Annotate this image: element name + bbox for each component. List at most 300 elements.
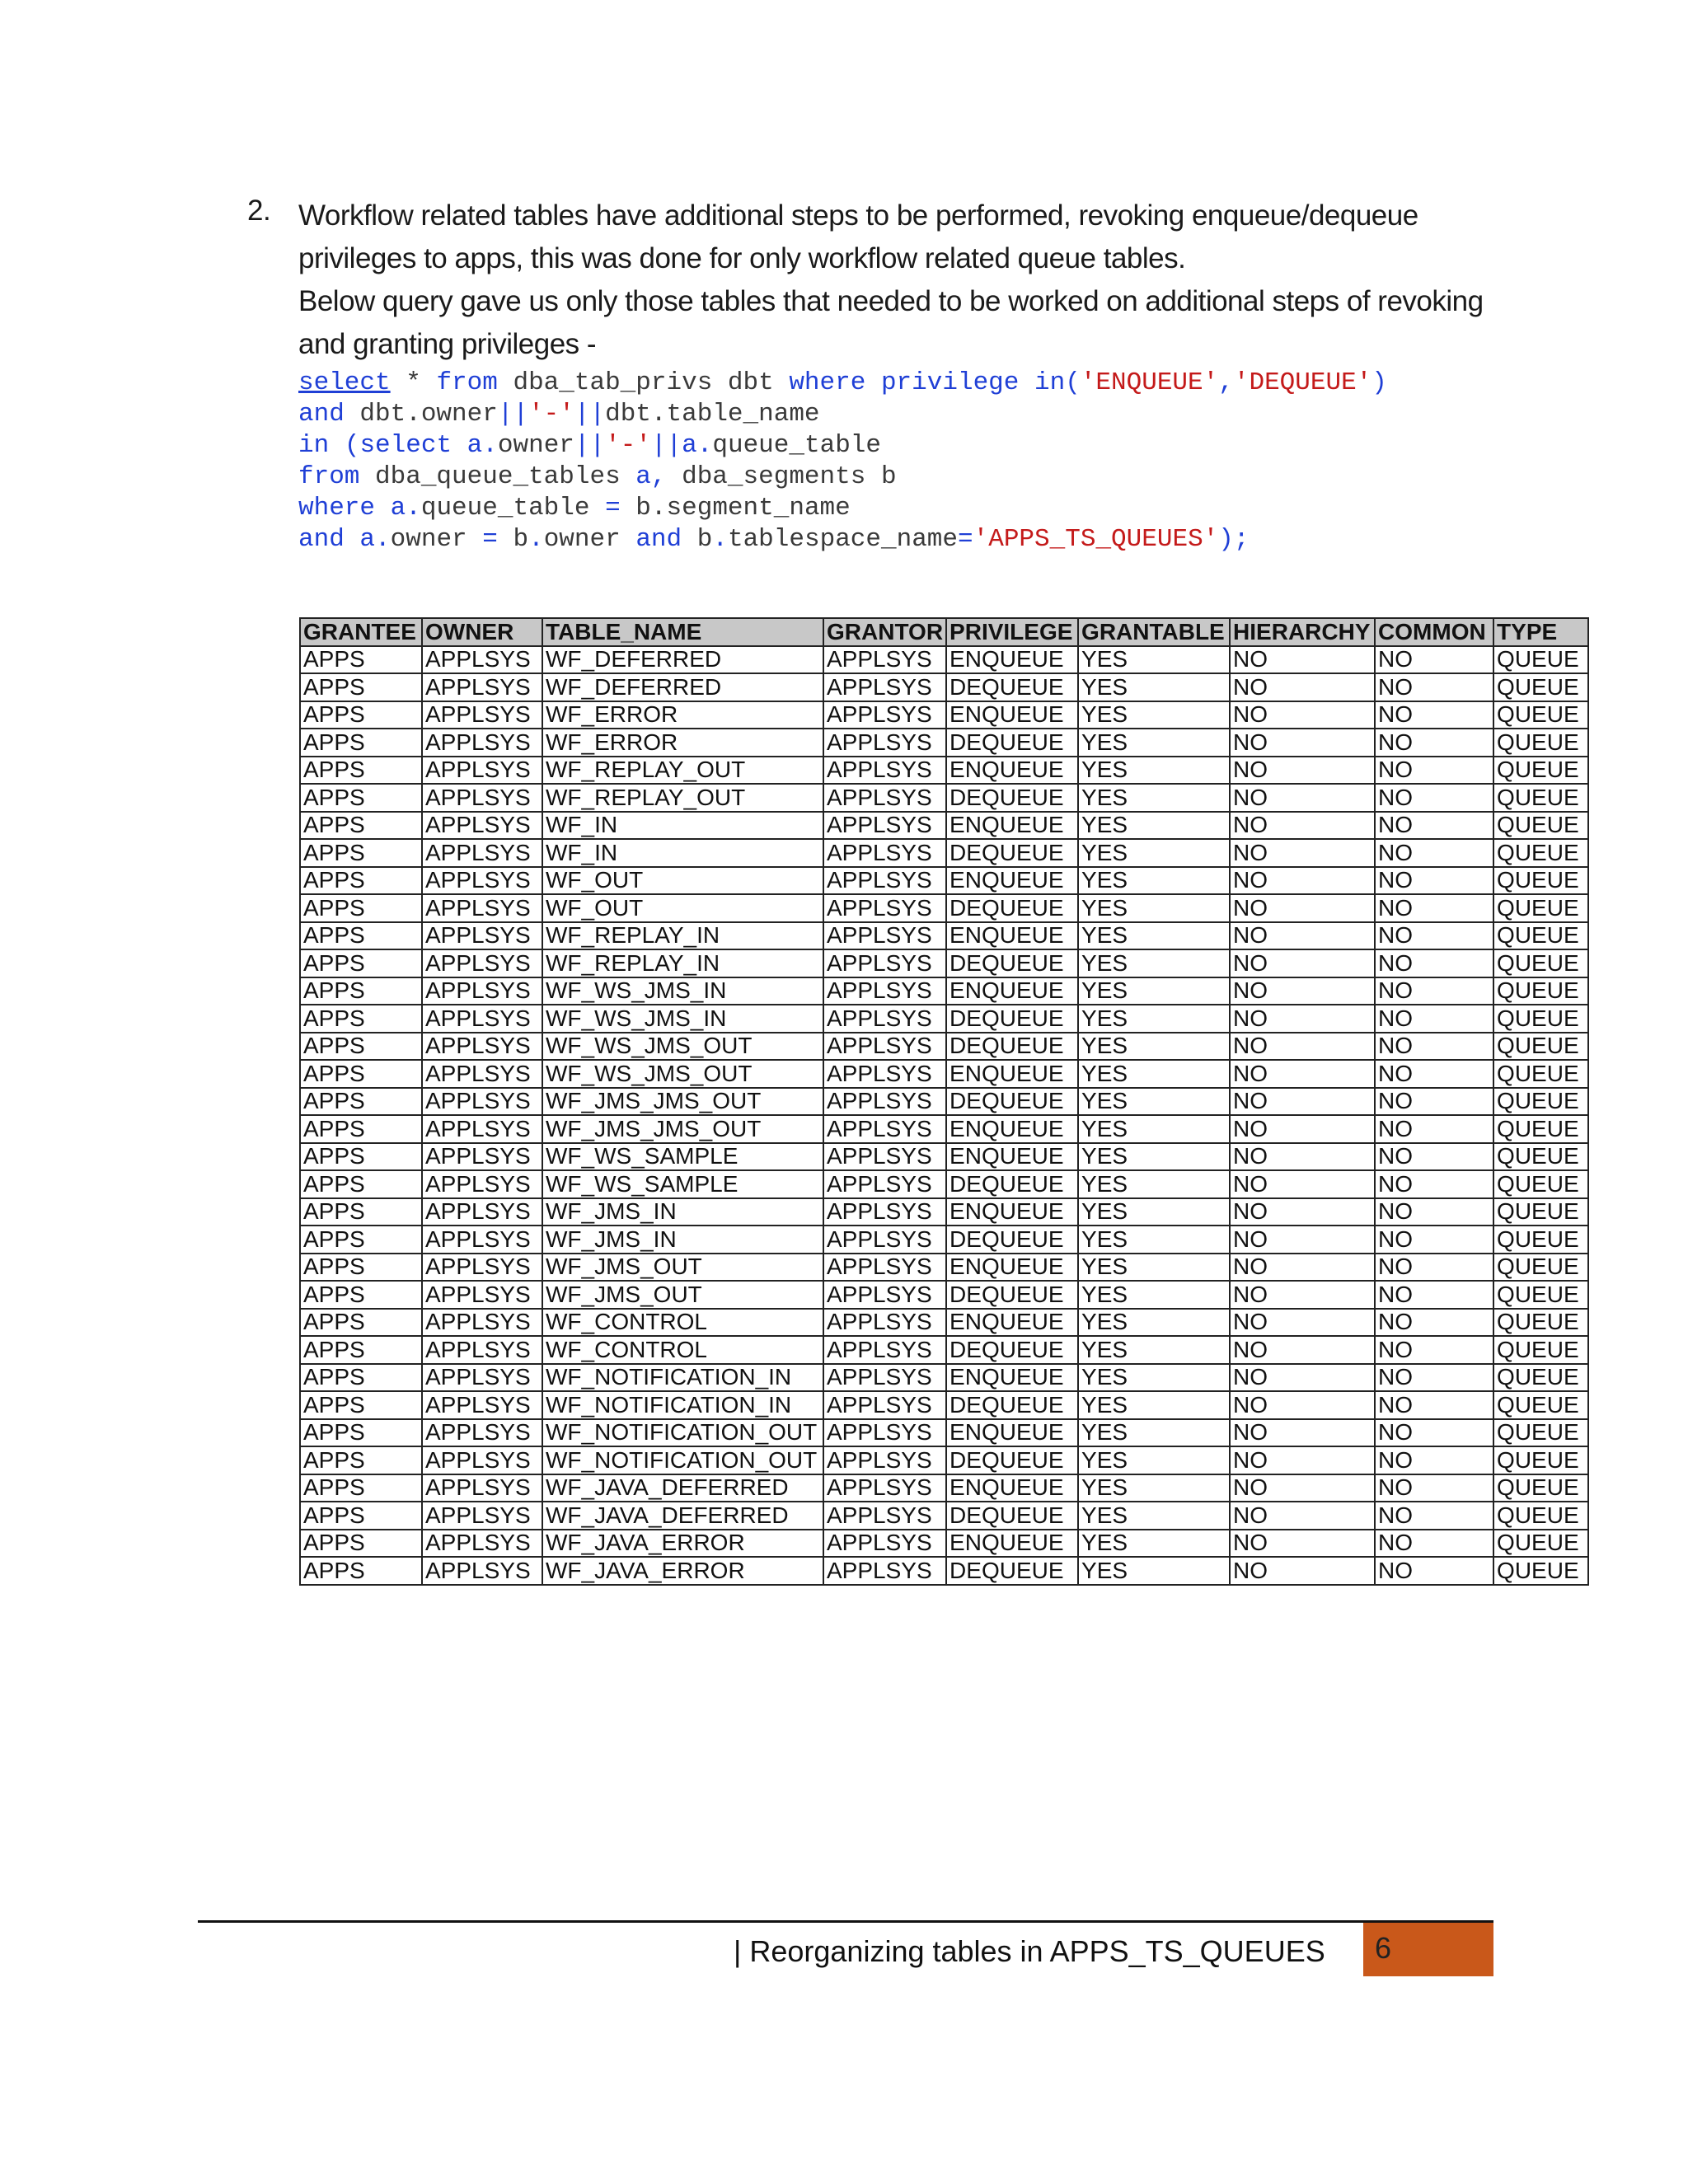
table-cell: YES bbox=[1078, 867, 1230, 895]
table-cell: QUEUE bbox=[1493, 977, 1588, 1005]
table-cell: QUEUE bbox=[1493, 701, 1588, 729]
sql-operator: , bbox=[1218, 368, 1234, 397]
sql-operator: || bbox=[497, 400, 529, 429]
table-cell: ENQUEUE bbox=[946, 1115, 1078, 1143]
table-cell: NO bbox=[1230, 894, 1375, 922]
table-cell: DEQUEUE bbox=[946, 1336, 1078, 1364]
table-cell: NO bbox=[1230, 922, 1375, 950]
table-cell: NO bbox=[1230, 784, 1375, 812]
table-cell: WF_DEFERRED bbox=[542, 646, 823, 674]
table-cell: APPS bbox=[300, 1281, 422, 1309]
table-cell: APPLSYS bbox=[823, 1391, 946, 1419]
table-cell: QUEUE bbox=[1493, 812, 1588, 840]
table-cell: APPLSYS bbox=[422, 894, 542, 922]
table-cell: APPS bbox=[300, 1170, 422, 1198]
sql-text: dba_queue_tables bbox=[359, 462, 636, 491]
sql-keyword: and bbox=[635, 525, 682, 554]
table-cell: DEQUEUE bbox=[946, 1391, 1078, 1419]
table-cell: NO bbox=[1375, 757, 1493, 785]
table-cell: APPLSYS bbox=[422, 977, 542, 1005]
table-row bbox=[300, 1364, 1588, 1392]
column-header: OWNER bbox=[422, 618, 542, 646]
table-cell: WF_OUT bbox=[542, 867, 823, 895]
table-cell: YES bbox=[1078, 757, 1230, 785]
table-cell: APPLSYS bbox=[823, 1033, 946, 1061]
table-cell: WF_WS_JMS_IN bbox=[542, 1005, 823, 1033]
table-cell: APPLSYS bbox=[823, 1281, 946, 1309]
table-cell: YES bbox=[1078, 1530, 1230, 1558]
table-cell: WF_JAVA_ERROR bbox=[542, 1557, 823, 1585]
table-row bbox=[300, 1143, 1588, 1171]
table-cell: ENQUEUE bbox=[946, 1309, 1078, 1337]
table-cell: YES bbox=[1078, 1502, 1230, 1530]
table-cell: APPS bbox=[300, 1446, 422, 1474]
table-cell: QUEUE bbox=[1493, 1309, 1588, 1337]
table-cell: YES bbox=[1078, 1474, 1230, 1502]
table-cell: DEQUEUE bbox=[946, 894, 1078, 922]
sql-keyword: from bbox=[298, 462, 360, 491]
table-cell: QUEUE bbox=[1493, 673, 1588, 701]
table-cell: NO bbox=[1375, 839, 1493, 867]
table-cell: QUEUE bbox=[1493, 1557, 1588, 1585]
table-cell: NO bbox=[1230, 1336, 1375, 1364]
table-cell: QUEUE bbox=[1493, 1170, 1588, 1198]
footer-divider bbox=[198, 1920, 1493, 1923]
table-cell: QUEUE bbox=[1493, 1254, 1588, 1282]
table-cell: WF_IN bbox=[542, 812, 823, 840]
table-cell: ENQUEUE bbox=[946, 867, 1078, 895]
table-cell: QUEUE bbox=[1493, 894, 1588, 922]
table-cell: APPS bbox=[300, 1364, 422, 1392]
sql-keyword: and bbox=[298, 400, 345, 429]
table-cell: APPLSYS bbox=[823, 1143, 946, 1171]
table-cell: NO bbox=[1375, 1474, 1493, 1502]
table-cell: NO bbox=[1230, 977, 1375, 1005]
sql-line-2 bbox=[298, 399, 1387, 430]
table-cell: APPLSYS bbox=[422, 1254, 542, 1282]
table-cell: NO bbox=[1375, 1005, 1493, 1033]
table-cell: YES bbox=[1078, 1391, 1230, 1419]
table-cell: APPLSYS bbox=[823, 784, 946, 812]
table-cell: YES bbox=[1078, 1281, 1230, 1309]
sql-operator: = bbox=[958, 525, 973, 554]
step-line-4: and granting privileges - bbox=[298, 328, 597, 360]
table-cell: APPLSYS bbox=[422, 1226, 542, 1254]
table-row bbox=[300, 1530, 1588, 1558]
table-cell: NO bbox=[1230, 729, 1375, 757]
page-number-box bbox=[1363, 1923, 1493, 1976]
table-cell: DEQUEUE bbox=[946, 1281, 1078, 1309]
table-cell: YES bbox=[1078, 1446, 1230, 1474]
table-cell: NO bbox=[1230, 646, 1375, 674]
table-body bbox=[300, 646, 1588, 1585]
sql-operator: ) bbox=[1372, 368, 1387, 397]
table-cell: APPS bbox=[300, 1088, 422, 1116]
sql-text: queue_table bbox=[712, 431, 882, 460]
table-cell: ENQUEUE bbox=[946, 977, 1078, 1005]
table-row bbox=[300, 1419, 1588, 1447]
table-cell: ENQUEUE bbox=[946, 1254, 1078, 1282]
table-cell: APPLSYS bbox=[823, 1557, 946, 1585]
table-row bbox=[300, 729, 1588, 757]
table-cell: NO bbox=[1375, 1309, 1493, 1337]
table-cell: APPLSYS bbox=[422, 1115, 542, 1143]
table-cell: APPLSYS bbox=[823, 646, 946, 674]
table-cell: QUEUE bbox=[1493, 1364, 1588, 1392]
table-cell: DEQUEUE bbox=[946, 1005, 1078, 1033]
table-cell: APPS bbox=[300, 867, 422, 895]
table-cell: YES bbox=[1078, 1336, 1230, 1364]
sql-alias: a bbox=[682, 431, 697, 460]
sql-operator: ( bbox=[344, 431, 360, 460]
table-cell: NO bbox=[1230, 1474, 1375, 1502]
table-cell: YES bbox=[1078, 839, 1230, 867]
table-cell: APPS bbox=[300, 1391, 422, 1419]
step-line-2: privileges to apps, this was done for only workflow related queue tables. bbox=[298, 242, 1186, 274]
sql-string: '-' bbox=[528, 400, 574, 429]
table-cell: WF_JMS_IN bbox=[542, 1198, 823, 1226]
table-cell: NO bbox=[1230, 1391, 1375, 1419]
table-header-row bbox=[300, 618, 1588, 646]
sql-operator: . bbox=[375, 525, 391, 554]
table-row bbox=[300, 1198, 1588, 1226]
sql-string: '-' bbox=[605, 431, 651, 460]
footer-title: | Reorganizing tables in APPS_TS_QUEUES bbox=[734, 1934, 1325, 1968]
table-cell: APPS bbox=[300, 757, 422, 785]
table-cell: APPLSYS bbox=[422, 757, 542, 785]
table-row bbox=[300, 894, 1588, 922]
table-cell: APPLSYS bbox=[823, 1364, 946, 1392]
table-cell: QUEUE bbox=[1493, 646, 1588, 674]
table-cell: NO bbox=[1375, 1419, 1493, 1447]
table-cell: APPLSYS bbox=[422, 949, 542, 977]
table-cell: APPLSYS bbox=[823, 1005, 946, 1033]
sql-operator: . bbox=[482, 431, 498, 460]
sql-keyword: where bbox=[789, 368, 866, 397]
sql-operator: = bbox=[605, 494, 621, 523]
table-cell: NO bbox=[1375, 784, 1493, 812]
table-cell: QUEUE bbox=[1493, 1060, 1588, 1088]
table-cell: APPLSYS bbox=[422, 1446, 542, 1474]
column-header: COMMON bbox=[1375, 618, 1493, 646]
sql-line-3 bbox=[298, 430, 1387, 462]
table-cell: NO bbox=[1375, 646, 1493, 674]
table-cell: YES bbox=[1078, 1005, 1230, 1033]
table-cell: APPLSYS bbox=[823, 1419, 946, 1447]
table-cell: NO bbox=[1375, 729, 1493, 757]
column-header: HIERARCHY bbox=[1230, 618, 1375, 646]
table-cell: YES bbox=[1078, 1033, 1230, 1061]
table-row bbox=[300, 1005, 1588, 1033]
table-cell: NO bbox=[1230, 949, 1375, 977]
table-cell: QUEUE bbox=[1493, 757, 1588, 785]
table-cell: QUEUE bbox=[1493, 1033, 1588, 1061]
sql-text: tablespace_name bbox=[727, 525, 959, 554]
table-cell: APPLSYS bbox=[823, 1060, 946, 1088]
table-cell: QUEUE bbox=[1493, 1088, 1588, 1116]
table-cell: ENQUEUE bbox=[946, 701, 1078, 729]
table-cell: APPLSYS bbox=[422, 1474, 542, 1502]
table-cell: APPLSYS bbox=[823, 1502, 946, 1530]
table-cell: YES bbox=[1078, 1254, 1230, 1282]
table-cell: APPLSYS bbox=[823, 812, 946, 840]
table-cell: APPS bbox=[300, 1033, 422, 1061]
sql-operator: || bbox=[650, 431, 682, 460]
table-cell: WF_JAVA_DEFERRED bbox=[542, 1474, 823, 1502]
table-cell: WF_JMS_JMS_OUT bbox=[542, 1088, 823, 1116]
table-cell: APPS bbox=[300, 1226, 422, 1254]
table-cell: APPLSYS bbox=[823, 867, 946, 895]
table-cell: APPLSYS bbox=[823, 1198, 946, 1226]
table-cell: APPLSYS bbox=[422, 1391, 542, 1419]
table-cell: APPLSYS bbox=[422, 1033, 542, 1061]
table-cell: NO bbox=[1375, 1143, 1493, 1171]
table-cell: NO bbox=[1375, 1060, 1493, 1088]
sql-operator: . bbox=[406, 494, 421, 523]
table-cell: APPS bbox=[300, 1143, 422, 1171]
table-cell: APPLSYS bbox=[823, 1336, 946, 1364]
table-row bbox=[300, 757, 1588, 785]
table-cell: QUEUE bbox=[1493, 1474, 1588, 1502]
sql-text: owner bbox=[497, 431, 574, 460]
table-cell: NO bbox=[1230, 1115, 1375, 1143]
table-cell: NO bbox=[1230, 867, 1375, 895]
table-row bbox=[300, 646, 1588, 674]
table-cell: APPLSYS bbox=[823, 1170, 946, 1198]
table-cell: QUEUE bbox=[1493, 1446, 1588, 1474]
table-cell: DEQUEUE bbox=[946, 1446, 1078, 1474]
table-cell: APPLSYS bbox=[823, 1254, 946, 1282]
table-cell: APPLSYS bbox=[422, 812, 542, 840]
sql-operator: ( bbox=[1065, 368, 1081, 397]
table-cell: ENQUEUE bbox=[946, 757, 1078, 785]
sql-text: dba_segments b bbox=[666, 462, 897, 491]
table-cell: NO bbox=[1375, 1088, 1493, 1116]
table-cell: QUEUE bbox=[1493, 949, 1588, 977]
table-cell: APPLSYS bbox=[823, 894, 946, 922]
sql-line-5 bbox=[298, 493, 1387, 524]
table-cell: WF_OUT bbox=[542, 894, 823, 922]
sql-text: b bbox=[682, 525, 713, 554]
step-line-1: Workflow related tables have additional steps to be performed, revoking enqueue/dequeue bbox=[298, 199, 1418, 232]
table-cell: WF_WS_SAMPLE bbox=[542, 1170, 823, 1198]
sql-text: b bbox=[497, 525, 529, 554]
table-cell: APPLSYS bbox=[422, 1005, 542, 1033]
table-cell: NO bbox=[1375, 894, 1493, 922]
table-cell: NO bbox=[1230, 673, 1375, 701]
sql-text: queue_table bbox=[420, 494, 606, 523]
table-cell: QUEUE bbox=[1493, 922, 1588, 950]
table-cell: APPLSYS bbox=[422, 1530, 542, 1558]
table-cell: NO bbox=[1375, 1198, 1493, 1226]
table-cell: YES bbox=[1078, 1088, 1230, 1116]
table-cell: WF_WS_JMS_OUT bbox=[542, 1033, 823, 1061]
column-header: PRIVILEGE bbox=[946, 618, 1078, 646]
sql-string: 'ENQUEUE' bbox=[1080, 368, 1219, 397]
table-cell: YES bbox=[1078, 646, 1230, 674]
sql-operator: ); bbox=[1218, 525, 1250, 554]
table-cell: DEQUEUE bbox=[946, 1502, 1078, 1530]
sql-text: * bbox=[390, 368, 437, 397]
table-cell: APPS bbox=[300, 1309, 422, 1337]
table-cell: APPS bbox=[300, 1336, 422, 1364]
table-row bbox=[300, 1281, 1588, 1309]
sql-operator: = bbox=[482, 525, 498, 554]
table-cell: NO bbox=[1230, 1364, 1375, 1392]
table-cell: DEQUEUE bbox=[946, 1226, 1078, 1254]
table-cell: NO bbox=[1230, 1530, 1375, 1558]
table-cell: APPLSYS bbox=[823, 1530, 946, 1558]
table-cell: APPLSYS bbox=[422, 784, 542, 812]
table-cell: NO bbox=[1230, 1557, 1375, 1585]
step-number: 2. bbox=[247, 194, 271, 227]
sql-alias: a, bbox=[635, 462, 667, 491]
table-row bbox=[300, 1170, 1588, 1198]
table-cell: APPLSYS bbox=[422, 867, 542, 895]
sql-keyword: select bbox=[359, 431, 452, 460]
table-cell: QUEUE bbox=[1493, 1419, 1588, 1447]
sql-string: 'APPS_TS_QUEUES' bbox=[973, 525, 1219, 554]
sql-alias: a bbox=[344, 525, 376, 554]
table-cell: APPS bbox=[300, 812, 422, 840]
table-cell: YES bbox=[1078, 1143, 1230, 1171]
table-row bbox=[300, 1309, 1588, 1337]
table-cell: WF_JMS_IN bbox=[542, 1226, 823, 1254]
table-cell: WF_REPLAY_OUT bbox=[542, 757, 823, 785]
table-cell: APPLSYS bbox=[823, 1226, 946, 1254]
table-cell: APPLSYS bbox=[823, 1474, 946, 1502]
table-cell: APPS bbox=[300, 1005, 422, 1033]
table-row bbox=[300, 812, 1588, 840]
table-cell: YES bbox=[1078, 1557, 1230, 1585]
table-row bbox=[300, 784, 1588, 812]
table-cell: WF_REPLAY_IN bbox=[542, 922, 823, 950]
table-cell: ENQUEUE bbox=[946, 1364, 1078, 1392]
table-cell: WF_WS_JMS_IN bbox=[542, 977, 823, 1005]
table-cell: QUEUE bbox=[1493, 1281, 1588, 1309]
table-cell: NO bbox=[1375, 1502, 1493, 1530]
table-cell: YES bbox=[1078, 701, 1230, 729]
table-cell: QUEUE bbox=[1493, 1502, 1588, 1530]
table-cell: APPS bbox=[300, 1419, 422, 1447]
table-cell: NO bbox=[1375, 1391, 1493, 1419]
table-cell: APPS bbox=[300, 949, 422, 977]
table-cell: QUEUE bbox=[1493, 1198, 1588, 1226]
table-cell: NO bbox=[1230, 701, 1375, 729]
sql-text: dbt.table_name bbox=[605, 400, 820, 429]
table-cell: NO bbox=[1230, 1198, 1375, 1226]
table-cell: APPLSYS bbox=[422, 1309, 542, 1337]
table-cell: NO bbox=[1375, 701, 1493, 729]
sql-keyword[interactable]: select bbox=[298, 368, 391, 397]
table-cell: NO bbox=[1230, 1088, 1375, 1116]
table-cell: WF_JAVA_ERROR bbox=[542, 1530, 823, 1558]
table-cell: YES bbox=[1078, 977, 1230, 1005]
table-cell: DEQUEUE bbox=[946, 673, 1078, 701]
table-cell: NO bbox=[1375, 1446, 1493, 1474]
table-row bbox=[300, 867, 1588, 895]
table-cell: APPLSYS bbox=[823, 949, 946, 977]
table-cell: DEQUEUE bbox=[946, 1033, 1078, 1061]
table-cell: ENQUEUE bbox=[946, 1474, 1078, 1502]
table-cell: WF_JMS_OUT bbox=[542, 1254, 823, 1282]
table-cell: NO bbox=[1230, 1060, 1375, 1088]
sql-identifier: privilege bbox=[865, 368, 1034, 397]
table-cell: NO bbox=[1230, 1005, 1375, 1033]
table-cell: NO bbox=[1375, 867, 1493, 895]
table-cell: ENQUEUE bbox=[946, 812, 1078, 840]
table-cell: DEQUEUE bbox=[946, 1170, 1078, 1198]
table-cell: APPS bbox=[300, 1474, 422, 1502]
sql-operator: || bbox=[574, 400, 606, 429]
sql-line-1 bbox=[298, 368, 1387, 399]
column-header: TYPE bbox=[1493, 618, 1588, 646]
table-cell: APPS bbox=[300, 701, 422, 729]
table-cell: QUEUE bbox=[1493, 1391, 1588, 1419]
table-row bbox=[300, 1088, 1588, 1116]
table-row bbox=[300, 922, 1588, 950]
table-cell: YES bbox=[1078, 784, 1230, 812]
table-cell: APPS bbox=[300, 1115, 422, 1143]
table-cell: YES bbox=[1078, 949, 1230, 977]
table-cell: NO bbox=[1230, 1309, 1375, 1337]
step-description bbox=[298, 194, 1535, 366]
table-cell: YES bbox=[1078, 1419, 1230, 1447]
table-cell: WF_REPLAY_IN bbox=[542, 949, 823, 977]
table-cell: APPLSYS bbox=[422, 1143, 542, 1171]
sql-line-6 bbox=[298, 524, 1387, 555]
column-header: GRANTOR bbox=[823, 618, 946, 646]
table-cell: APPLSYS bbox=[422, 922, 542, 950]
table-cell: WF_NOTIFICATION_OUT bbox=[542, 1419, 823, 1447]
table-cell: NO bbox=[1230, 1502, 1375, 1530]
table-row bbox=[300, 1033, 1588, 1061]
table-cell: YES bbox=[1078, 1226, 1230, 1254]
table-cell: ENQUEUE bbox=[946, 1198, 1078, 1226]
column-header: GRANTEE bbox=[300, 618, 422, 646]
table-cell: DEQUEUE bbox=[946, 1088, 1078, 1116]
table-cell: NO bbox=[1375, 949, 1493, 977]
table-cell: DEQUEUE bbox=[946, 729, 1078, 757]
table-cell: APPLSYS bbox=[823, 1446, 946, 1474]
table-cell: APPLSYS bbox=[422, 1364, 542, 1392]
table-row bbox=[300, 1502, 1588, 1530]
table-cell: APPS bbox=[300, 922, 422, 950]
table-cell: YES bbox=[1078, 894, 1230, 922]
sql-operator: || bbox=[574, 431, 606, 460]
table-cell: NO bbox=[1375, 673, 1493, 701]
column-header: TABLE_NAME bbox=[542, 618, 823, 646]
table-cell: APPS bbox=[300, 673, 422, 701]
table-cell: WF_IN bbox=[542, 839, 823, 867]
sql-keyword: and bbox=[298, 525, 345, 554]
table-cell: NO bbox=[1230, 839, 1375, 867]
column-header: GRANTABLE bbox=[1078, 618, 1230, 646]
sql-text: dba_tab_privs dbt bbox=[497, 368, 790, 397]
table-cell: YES bbox=[1078, 1170, 1230, 1198]
table-cell: YES bbox=[1078, 673, 1230, 701]
table-cell: NO bbox=[1230, 1033, 1375, 1061]
table-cell: QUEUE bbox=[1493, 1226, 1588, 1254]
table-cell: NO bbox=[1375, 1336, 1493, 1364]
table-cell: APPLSYS bbox=[823, 977, 946, 1005]
table-cell: ENQUEUE bbox=[946, 1060, 1078, 1088]
table-row bbox=[300, 1336, 1588, 1364]
sql-line-4 bbox=[298, 462, 1387, 493]
table-cell: APPS bbox=[300, 839, 422, 867]
sql-query-block bbox=[298, 368, 1387, 555]
sql-text: owner bbox=[543, 525, 636, 554]
